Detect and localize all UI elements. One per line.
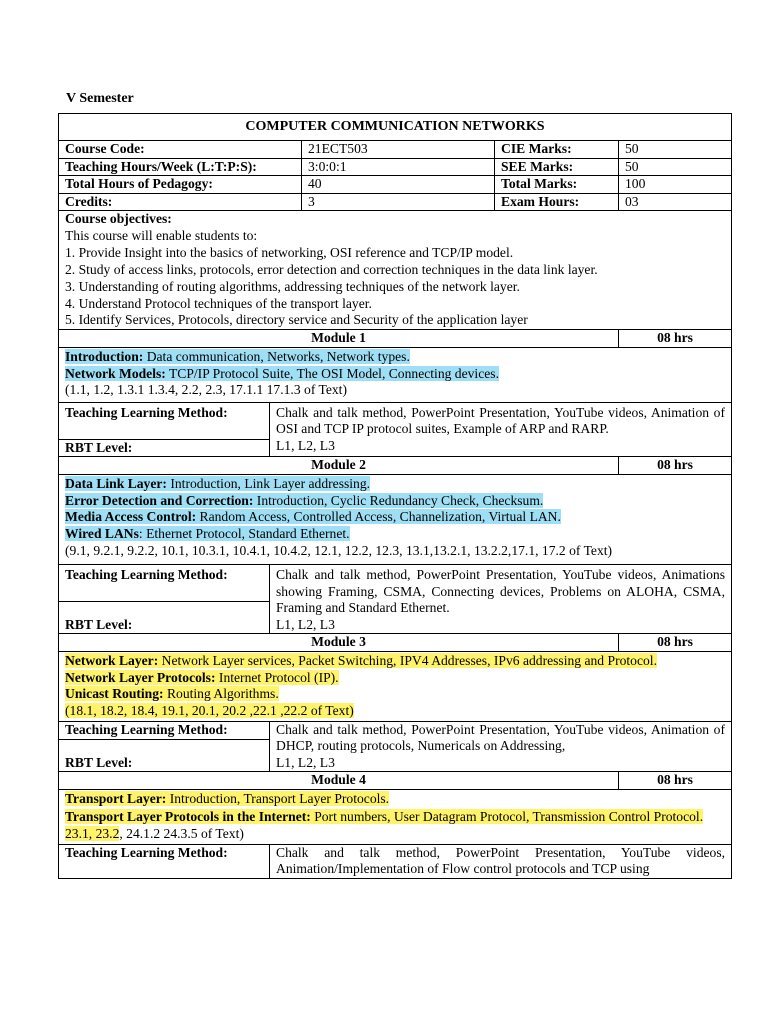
info-value: 40 — [302, 176, 495, 194]
info-label2: Exam Hours: — [495, 193, 619, 211]
topic-heading: Unicast Routing: — [65, 686, 164, 702]
module-hours: 08 hrs — [619, 330, 732, 348]
topic-heading: Network Layer: — [65, 652, 159, 668]
rbt-value: L1, L2, L3 — [276, 437, 335, 453]
module-content-row — [59, 789, 732, 844]
tlm-label: Teaching Learning Method: — [59, 721, 270, 739]
objectives-intro: This course will enable students to: — [65, 227, 258, 243]
module-header — [59, 634, 732, 652]
rbt-label: RBT Level: — [59, 739, 270, 772]
module-content-row — [59, 347, 732, 402]
topic-text: Internet Protocol (IP). — [215, 669, 339, 685]
topic-heading: Data Link Layer: — [65, 475, 167, 491]
syllabus-table — [58, 113, 732, 879]
module-content — [59, 789, 732, 844]
info-label: Course Code: — [59, 141, 302, 159]
module-content — [59, 474, 732, 565]
tlm-row — [59, 402, 732, 439]
objective-item: 4. Understand Protocol techniques of the transport layer. — [65, 295, 372, 311]
info-row — [59, 193, 732, 211]
module-header — [59, 457, 732, 475]
text-reference: , 24.1.2 24.3.5 of Text) — [119, 826, 244, 842]
info-label: Credits: — [59, 193, 302, 211]
topic-text: Data communication, Networks, Network types. — [143, 348, 410, 364]
module-hours: 08 hrs — [619, 457, 732, 475]
tlm-text-with-rbt — [270, 721, 732, 772]
topic-heading: Network Layer Protocols: — [65, 669, 216, 685]
topic-heading: Introduction: — [65, 348, 144, 364]
tlm-text-with-rbt — [270, 565, 732, 634]
module-header — [59, 330, 732, 348]
topic-heading: Error Detection and Correction: — [65, 492, 254, 508]
module-title: Module 1 — [59, 330, 619, 348]
info-value2: 03 — [619, 193, 732, 211]
topic-text: Routing Algorithms. — [163, 686, 279, 702]
info-label2: SEE Marks: — [495, 158, 619, 176]
topic-text: Network Layer services, Packet Switching, IPV4 Addresses, IPv6 addressing and Protocol. — [158, 652, 657, 668]
semester-label: V Semester — [66, 91, 134, 106]
course-objectives — [59, 211, 732, 330]
info-label: Total Hours of Pedagogy: — [59, 176, 302, 194]
title-row — [59, 114, 732, 141]
info-row — [59, 176, 732, 194]
module-content-row — [59, 474, 732, 565]
info-value2: 50 — [619, 141, 732, 159]
tlm-label: Teaching Learning Method: — [59, 844, 270, 878]
topic-heading: Transport Layer Protocols in the Internet: — [65, 809, 311, 825]
module-content-row — [59, 651, 732, 721]
objective-item: 3. Understanding of routing algorithms, addressing techniques of the network layer. — [65, 278, 520, 294]
text-reference: (1.1, 1.2, 1.3.1 1.3.4, 2.2, 2.3, 17.1.1 17.1.3 of Text) — [65, 382, 347, 398]
module-title: Module 4 — [59, 772, 619, 790]
objective-item: 5. Identify Services, Protocols, directory service and Security of the application layer — [65, 312, 528, 328]
objectives-heading: Course objectives: — [65, 211, 172, 226]
module-content — [59, 651, 732, 721]
topic-heading: Media Access Control: — [65, 509, 197, 525]
tlm-text: Chalk and talk method, PowerPoint Presentation, YouTube videos, Animation/Implementation of Flow control protocols and TCP using — [270, 844, 732, 878]
topic-heading: Wired LANs — [65, 526, 139, 542]
tlm-label: Teaching Learning Method: — [59, 565, 270, 602]
rbt-label: RBT Level: — [59, 439, 270, 457]
rbt-value: L1, L2, L3 — [276, 616, 335, 632]
text-reference: (18.1, 18.2, 18.4, 19.1, 20.1, 20.2 ,22.1 ,22.2 of Text) — [65, 703, 354, 719]
tlm-row — [59, 565, 732, 602]
info-label2: CIE Marks: — [495, 141, 619, 159]
topic-text: : Ethernet Protocol, Standard Ethernet. — [138, 526, 350, 542]
topic-text: Introduction, Cyclic Redundancy Check, Checksum. — [253, 492, 544, 508]
topic-text: Introduction, Transport Layer Protocols. — [166, 790, 390, 806]
info-value2: 100 — [619, 176, 732, 194]
tlm-row — [59, 721, 732, 739]
tlm-text: Chalk and talk method, PowerPoint Presentation, YouTube videos, Animations showing Framing, CSMA, Connecting devices, Problems on ALOHA, CSMA, Framing and Standard Ethernet. — [276, 567, 726, 616]
module-header — [59, 772, 732, 790]
info-row — [59, 158, 732, 176]
objective-item: 2. Study of access links, protocols, error detection and correction techniques in the data link layer. — [65, 261, 598, 277]
module-title: Module 2 — [59, 457, 619, 475]
tlm-text: Chalk and talk method, PowerPoint Presentation, YouTube videos, Animation of OSI and TCP IP protocol suites, Example of ARP and RARP. — [276, 404, 726, 437]
topic-text: TCP/IP Protocol Suite, The OSI Model, Connecting devices. — [165, 365, 499, 381]
rbt-value: L1, L2, L3 — [276, 754, 335, 770]
info-value: 3:0:0:1 — [302, 158, 495, 176]
objective-item: 1. Provide Insight into the basics of networking, OSI reference and TCP/IP model. — [65, 244, 514, 260]
topic-text: Introduction, Link Layer addressing. — [166, 475, 371, 491]
tlm-text: Chalk and talk method, PowerPoint Presentation, YouTube videos, Animation of DHCP, routing protocols, Numericals on Addressing, — [276, 721, 726, 754]
module-hours: 08 hrs — [619, 772, 732, 790]
rbt-label: RBT Level: — [59, 602, 270, 634]
module-title: Module 3 — [59, 634, 619, 652]
tlm-label: Teaching Learning Method: — [59, 402, 270, 439]
info-label: Teaching Hours/Week (L:T:P:S): — [59, 158, 302, 176]
text-reference: (9.1, 9.2.1, 9.2.2, 10.1, 10.3.1, 10.4.1, 10.4.2, 12.1, 12.2, 12.3, 13.1,13.2.1, 13.2.2,17.1, 17.2 of Text) — [65, 542, 613, 558]
topic-heading: Network Models: — [65, 365, 166, 381]
tlm-row — [59, 844, 732, 878]
topic-text: Port numbers, User Datagram Protocol, Transmission Control Protocol. — [310, 809, 704, 825]
info-value: 21ECT503 — [302, 141, 495, 159]
module-hours: 08 hrs — [619, 634, 732, 652]
module-content — [59, 347, 732, 402]
tlm-text-with-rbt — [270, 402, 732, 457]
objectives-row — [59, 211, 732, 330]
course-title: COMPUTER COMMUNICATION NETWORKS — [59, 114, 732, 141]
info-value: 3 — [302, 193, 495, 211]
info-label2: Total Marks: — [495, 176, 619, 194]
info-row — [59, 141, 732, 159]
text-reference-highlight: 23.1, 23.2 — [65, 826, 120, 842]
topic-heading: Transport Layer: — [65, 790, 167, 806]
topic-text: Random Access, Controlled Access, Channelization, Virtual LAN. — [196, 509, 561, 525]
info-value2: 50 — [619, 158, 732, 176]
